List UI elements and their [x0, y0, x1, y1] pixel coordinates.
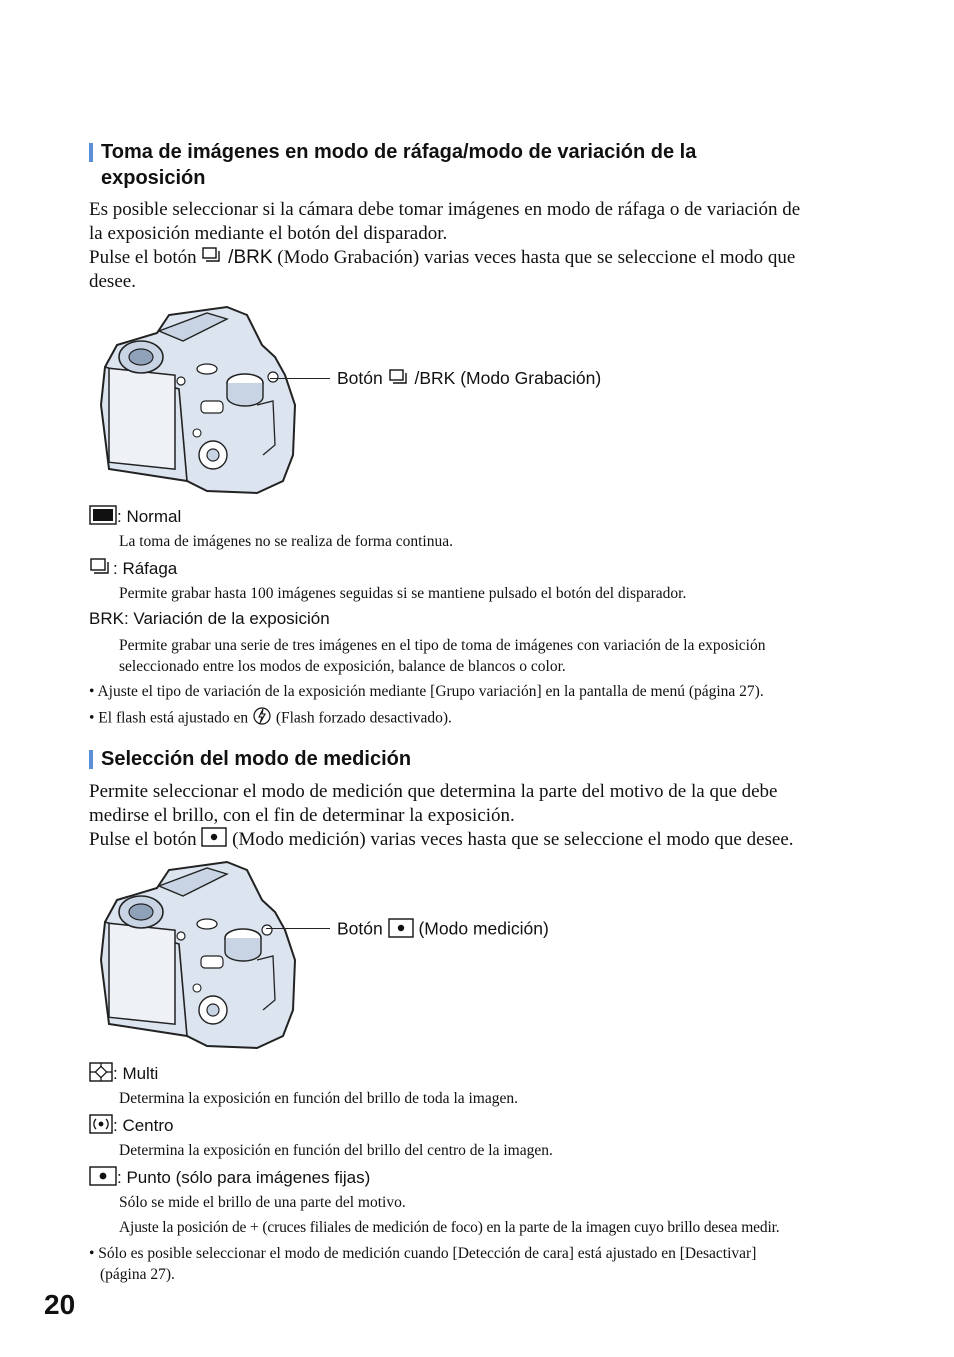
- para-burst-intro-4: desee.: [89, 271, 136, 292]
- burst-icon: [89, 557, 113, 582]
- bullet-face-detection-2: (página 27).: [100, 1266, 175, 1283]
- brk-desc-1: Permite grabar una serie de tres imágenes en el tipo de toma de imágenes con variación de la exposición: [119, 637, 766, 654]
- callout-record-mode-button: Botón /BRK (Modo Grabación): [337, 368, 601, 390]
- section-heading-metering: Selección del modo de medición: [101, 748, 412, 770]
- bullet-flash: • El flash está ajustado en (Flash forzado desactivado).: [89, 706, 452, 732]
- brk-label: BRK: Variación de la exposición: [89, 609, 330, 628]
- spot-label-row: : Punto (sólo para imágenes fijas): [89, 1166, 370, 1191]
- camera-illustration: [97, 305, 337, 497]
- normal-desc: La toma de imágenes no se realiza de forma continua.: [119, 533, 453, 550]
- bullet-face-detection-1: • Sólo es posible seleccionar el modo de medición cuando [Detección de cara] está ajustado en [Desactivar]: [89, 1245, 757, 1262]
- para-metering-2: medirse el brillo, con el fin de determinar la exposición.: [89, 805, 515, 826]
- burst-desc: Permite grabar hasta 100 imágenes seguidas si se mantiene pulsado el botón del disparador.: [119, 585, 687, 602]
- multi-label-row: : Multi: [89, 1062, 158, 1087]
- spot-desc-2: Ajuste la posición de + (cruces filiales de medición de foco) en la parte de la imagen cuyo brillo desea medir.: [119, 1219, 780, 1236]
- page-number: 20: [44, 1289, 76, 1320]
- callout-metering-button: Botón (Modo medición): [337, 918, 549, 942]
- spot-desc-1: Sólo se mide el brillo de una parte del motivo.: [119, 1194, 406, 1211]
- multi-metering-icon: [89, 1062, 113, 1087]
- section-heading-burst: Toma de imágenes en modo de ráfaga/modo de variación de la exposición: [101, 141, 697, 189]
- spot-metering-icon: [201, 827, 227, 854]
- bullet-group-variation: • Ajuste el tipo de variación de la exposición mediante [Grupo variación] en la pantalla de menú (página 27).: [89, 683, 764, 700]
- para-burst-intro-1: Es posible seleccionar si la cámara debe tomar imágenes en modo de ráfaga o de variación de: [89, 199, 801, 220]
- center-metering-icon: [89, 1114, 113, 1139]
- brk-desc-2: seleccionado entre los modos de exposición, balance de blancos o color.: [119, 658, 566, 675]
- burst-label-row: : Ráfaga: [89, 557, 177, 582]
- callout-line-1: [270, 378, 330, 379]
- spot-metering-icon: [89, 1166, 117, 1191]
- spot-metering-icon: [388, 918, 414, 942]
- callout-line-2: [266, 928, 330, 929]
- heading-accent-bar: [89, 750, 93, 769]
- center-desc: Determina la exposición en función del brillo del centro de la imagen.: [119, 1142, 553, 1159]
- para-metering-3: Pulse el botón (Modo medición) varias veces hasta que se seleccione el modo que desee.: [89, 827, 794, 854]
- para-burst-intro-3: Pulse el botón /BRK (Modo Grabación) varias veces hasta que se seleccione el modo que: [89, 246, 795, 271]
- single-shot-icon: [89, 505, 117, 530]
- center-label-row: : Centro: [89, 1114, 173, 1139]
- para-metering-1: Permite seleccionar el modo de medición que determina la parte del motivo de la que debe: [89, 781, 778, 802]
- camera-illustration: [97, 860, 337, 1052]
- heading-accent-bar: [89, 143, 93, 162]
- normal-label-row: : Normal: [89, 505, 181, 530]
- multi-desc: Determina la exposición en función del brillo de toda la imagen.: [119, 1090, 518, 1107]
- flash-off-icon: [252, 706, 272, 732]
- burst-icon: [388, 368, 410, 390]
- para-burst-intro-2: la exposición mediante el botón del disparador.: [89, 223, 448, 244]
- burst-icon: [201, 246, 223, 271]
